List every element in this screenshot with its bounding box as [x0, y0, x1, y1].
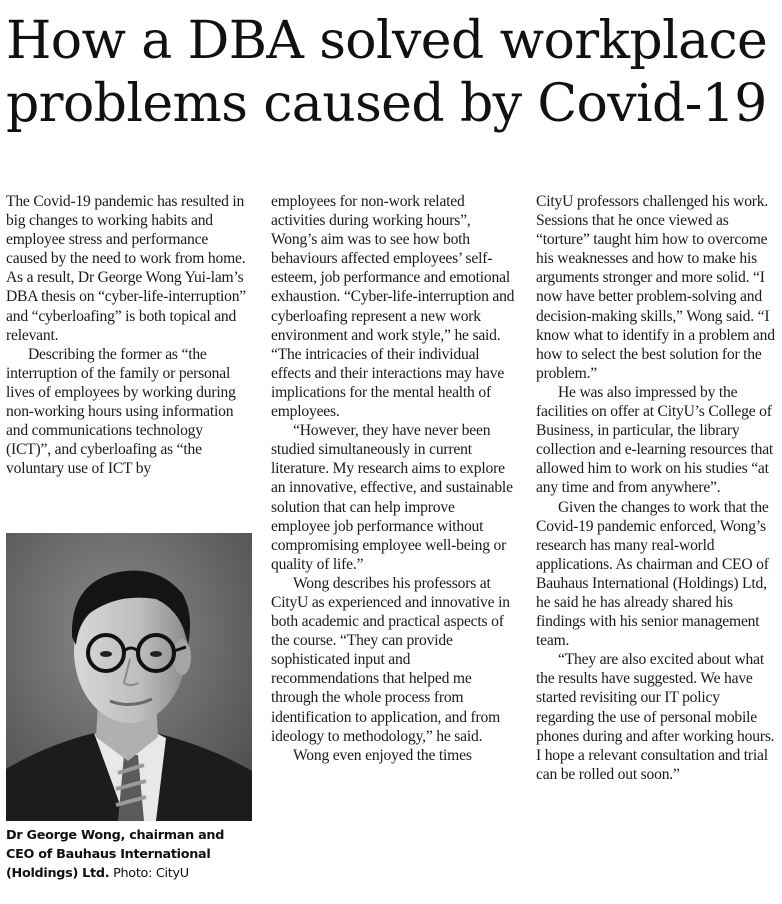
paragraph: CityU professors challenged his work. Sessions that he once viewed as “torture” taught him how to overcome his weaknesses and how to make his arguments stronger and more solid. “I now have better problem-solving and decision-making skills,” Wong said. “I know what to identify in a problem and how to select the best solution for the problem.” — [536, 193, 775, 382]
article-column-1 — [6, 192, 250, 478]
paragraph: Wong describes his professors at CityU as experienced and innovative in both academic and practical aspects of the course. “They can provide sophisticated input and recommendations that helped me through the whole process from identification to application, and from ideology to methodology,” he said. — [271, 574, 510, 745]
paragraph: “They are also excited about what the results have suggested. We have started revisiting our IT policy regarding the use of personal mobile phones during and after working hours. I hope a relevant consultation and trial can be rolled out soon.” — [536, 651, 775, 783]
paragraph: “However, they have never been studied simultaneously in current literature. My research aims to explore an innovative, effective, and sustainable solution that can help improve employee job performance without compromising employee well-being or quality of life.” — [271, 422, 513, 573]
photo-credit: Photo: CityU — [113, 866, 189, 881]
article-column-2 — [271, 192, 515, 765]
portrait-photo — [6, 533, 252, 821]
paragraph: Given the changes to work that the Covid-19 pandemic enforced, Wong’s research has many real-world applications. As chairman and CEO of Bauhaus International (Holdings) Ltd, he said he has already shared his findings with his senior management team. — [536, 498, 769, 650]
portrait-photo-icon — [6, 533, 252, 821]
paragraph: Wong even enjoyed the times — [293, 746, 472, 764]
paragraph: employees for non-work related activities during working hours”, Wong’s aim was to see how both behaviours affected employees’ self-esteem, job performance and emotional exhaustion. “Cyber-life-interruption and cyberloafing represent a new work environment and work style,” he said. “The intricacies of their individual effects and their interactions may have implications for the mental health of employees. — [271, 193, 515, 421]
caption-text: Dr George Wong, chairman and CEO of Bauhaus International (Holdings) Ltd. — [6, 828, 225, 881]
headline-line-1: How a DBA solved workplace — [6, 11, 768, 71]
paragraph: He was also impressed by the facilities on offer at CityU’s College of Business, in particular, the library collection and e-learning resources that allowed him to work on his studies “at any time and from anywhere”. — [536, 383, 774, 497]
article-headline — [6, 10, 778, 136]
paragraph: Describing the former as “the interruption of the family or personal lives of employees by working during non-working hours using information and communications technology (ICT)”, and cyberloafing as “the voluntary use of ICT by — [6, 345, 236, 478]
headline-line-2: problems caused by Covid-19 — [6, 74, 767, 134]
paragraph: The Covid-19 pandemic has resulted in big changes to working habits and employee stress and performance caused by the need to work from home. As a result, Dr George Wong Yui-lam’s DBA thesis on “cyber-life-interruption” and “cyberloafing” is both topical and relevant. — [6, 193, 247, 344]
photo-caption — [6, 826, 256, 883]
article-column-3 — [536, 192, 780, 784]
